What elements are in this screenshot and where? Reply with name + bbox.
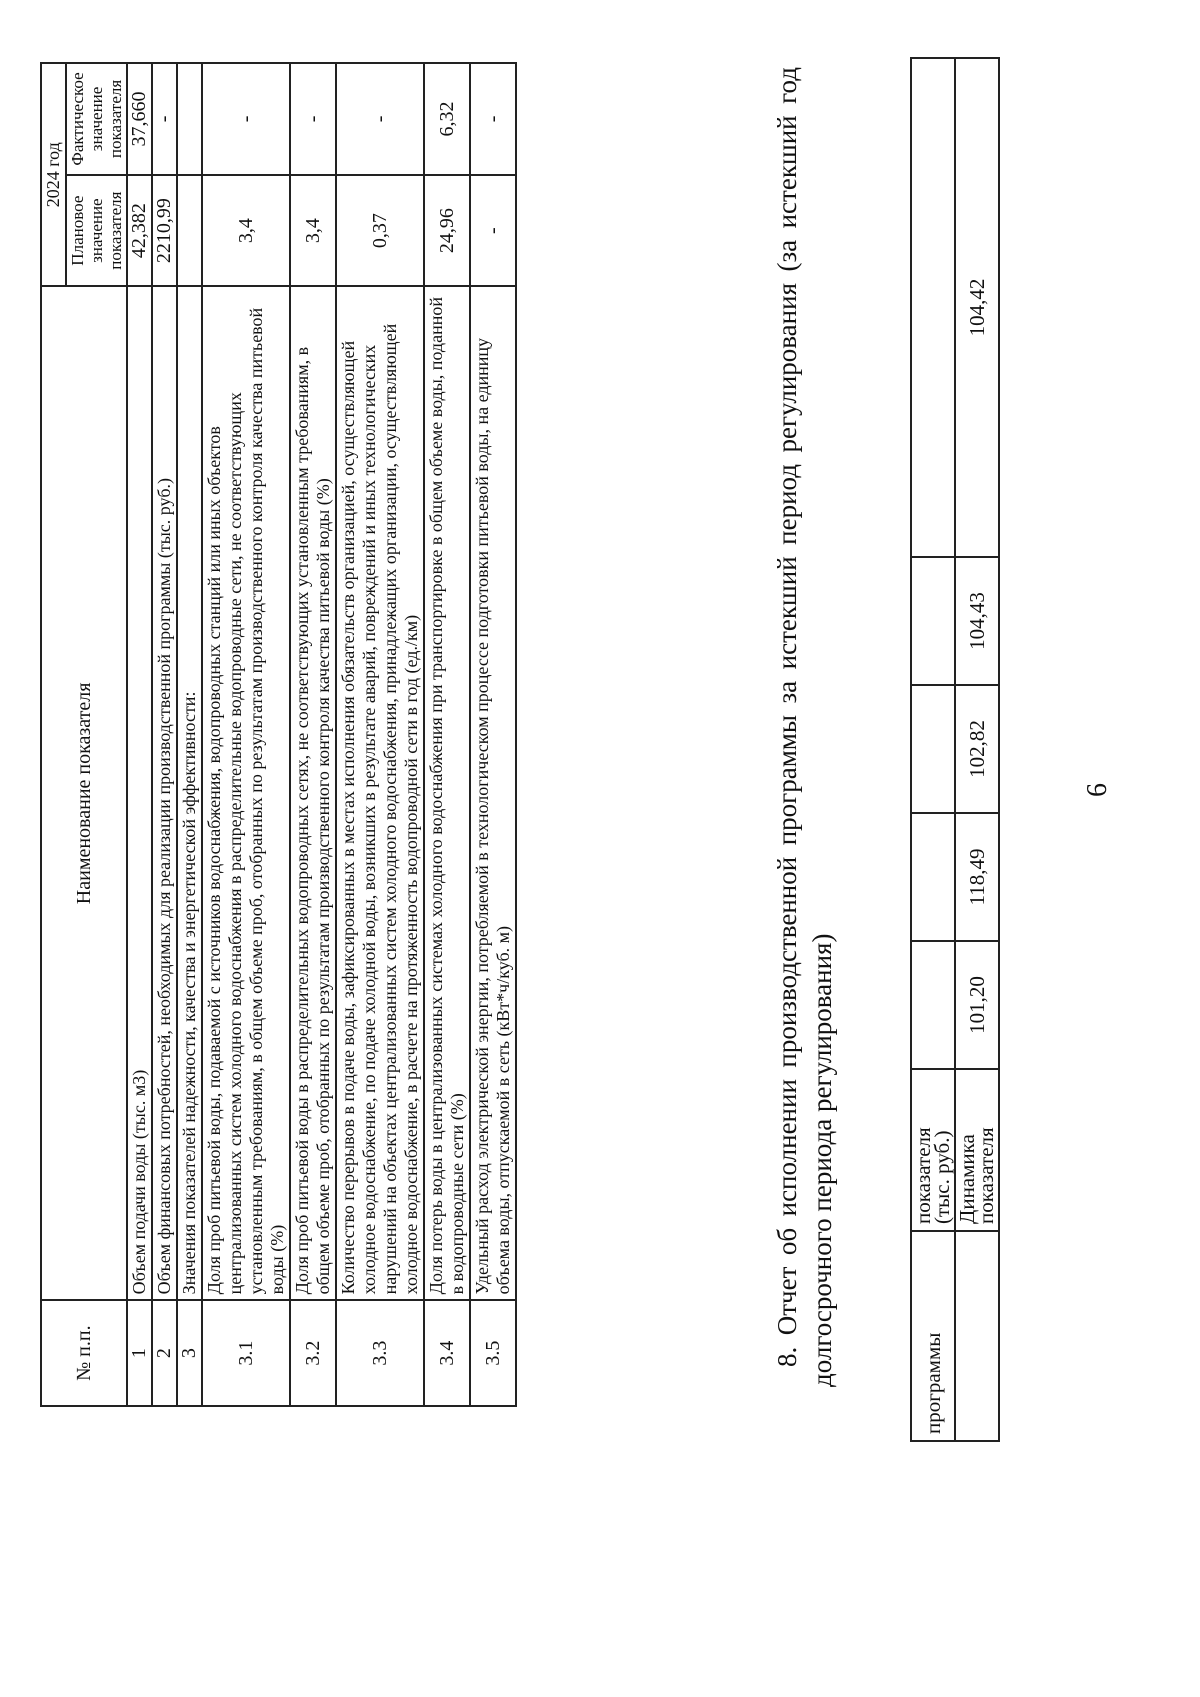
header-plan: Плановое значение показателя (66, 175, 127, 287)
table-row (955, 58, 999, 1441)
row-label: программы (911, 1231, 955, 1441)
table-row: 3.4 Доля потерь воды в централизованных системах холодного водоснабжения при транспортировке в общем объеме воды, поданной в водопроводные сети (%) 24,96 6,32 (424, 63, 470, 1406)
table-row: 3.3 Количество перерывов в подаче воды, зафиксированных в местах исполнения обязательств организацией, осуществляющей холодное водоснабжение, по подаче холодной воды, возникших в результате аварий, повреждений и иных технологических нарушений на объектах централизованных систем холодного водоснабжения, принадлежащих организации, осуществляющей холодное водоснабжение, в расчете на протяженность водопроводной сети в год (ед./км) 0,37 - (336, 63, 424, 1406)
table-row: 3.1 Доля проб питьевой воды, подаваемой с источников водоснабжения, водопроводных станций или иных объектов централизованных систем холодного водоснабжения в распределительные водопроводные сети, не соответствующих установленным требованиям, в общем объеме проб, отобранных по результатам производственного контроля качества питьевой воды (%) 3,4 - (202, 63, 290, 1406)
table-cell: 104,43 (955, 557, 999, 685)
table-row: 1 Объем подачи воды (тыс. м3) 42,382 37,660 (127, 63, 152, 1406)
table-cell: 101,20 (955, 941, 999, 1069)
header-name: Наименование показателя (41, 286, 127, 1300)
table-row (911, 58, 955, 1441)
header-row (41, 63, 66, 1406)
section-heading: 8. Отчет об исполнении производственной программы за истекший период регулирования (за истекший год долгосрочного периода регулирования) (772, 67, 837, 1387)
sub-label: показателя (тыс. руб.) (911, 1069, 955, 1231)
table-cell: 118,49 (955, 813, 999, 941)
table-row: 3.2 Доля проб питьевой воды в распределительных водопроводных сетях, не соответствующих установленным требованиям, в общем объеме проб, отобранных по результатам производственного контроля качества питьевой воды (%) 3,4 - (290, 63, 336, 1406)
table-cell: 104,42 (955, 58, 999, 557)
financing-table (910, 57, 1000, 1442)
page-number: 6 (1082, 783, 1113, 797)
table-cell: 102,82 (955, 685, 999, 813)
table-row: 3 Значения показателей надежности, качества и энергетической эффективности: (177, 63, 202, 1406)
table-row: 2 Объем финансовых потребностей, необходимых для реализации производственной программы (тыс. руб.) 2210,99 - (152, 63, 177, 1406)
header-year: 2024 год (41, 63, 66, 286)
program-report-table (40, 62, 517, 1407)
dynamics-label: Динамика показателя (955, 1069, 999, 1231)
header-fact: Фактическое значение показателя (66, 63, 127, 175)
header-number: № п.п. (41, 1300, 127, 1406)
table-row: 3.5 Удельный расход электрической энергии, потребляемой в технологическом процессе подготовки питьевой воды, на единицу объема воды, отпускаемой в сеть (кВт*ч/куб. м) - - (470, 63, 516, 1406)
